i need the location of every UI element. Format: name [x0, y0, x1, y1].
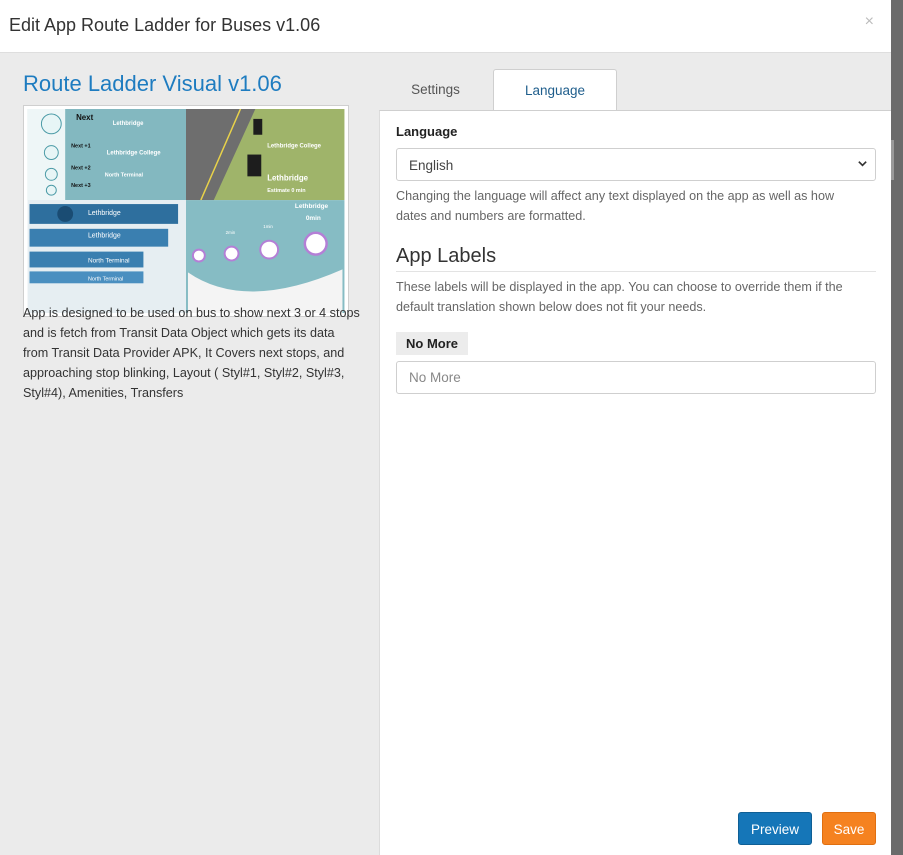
preview-list-stop-c: North Terminal [87, 257, 130, 265]
preview-label-next2: Next +2 [71, 165, 91, 172]
scrollbar-thumb[interactable] [891, 140, 894, 180]
language-select-value: English [409, 158, 454, 173]
chevron-down-icon [857, 158, 868, 169]
app-preview-image [23, 105, 349, 317]
language-panel [379, 110, 891, 855]
preview-label-next: Next [76, 112, 94, 122]
preview-estimate: Estimate 0 min [267, 188, 306, 195]
tab-settings[interactable]: Settings [411, 82, 460, 97]
preview-stop-b: Lethbridge College [106, 150, 161, 157]
close-icon[interactable]: × [864, 13, 874, 30]
preview-stop-c: North Terminal [104, 172, 144, 179]
preview-min-0: 0min [305, 214, 321, 222]
save-button[interactable]: Save [822, 812, 876, 845]
preview-stop-a: Lethbridge [112, 120, 144, 127]
modal-title: Edit App Route Ladder for Buses v1.06 [9, 15, 321, 35]
no-more-label: No More [396, 332, 468, 355]
preview-min-2: 2min [225, 229, 236, 235]
no-more-input[interactable] [396, 361, 876, 394]
language-help-text: Changing the language will affect any text displayed on the app as well as how dates and numbers are formatted. [396, 189, 835, 223]
app-title: Route Ladder Visual v1.06 [23, 71, 282, 96]
preview-label-next3: Next +3 [71, 183, 91, 190]
language-label: Language [396, 124, 458, 139]
tab-language[interactable]: Language [493, 69, 617, 112]
preview-list-stop-a: Lethbridge [87, 209, 121, 217]
preview-list-stop-c2: North Terminal [87, 276, 124, 283]
modal-header [0, 0, 891, 53]
app-info-panel [0, 54, 379, 855]
app-description: App is designed to be used on bus to show next 3 or 4 stops and is fetch from Transit Data Object which gets its data from Transit Data Provider APK, It Covers next stops, and approaching stop blinking, Layout ( Styl#1, Styl#2, Styl#3, Styl#4), Amenities, Transfers [23, 306, 360, 400]
app-labels-help-text: These labels will be displayed in the app. You can choose to override them if the default translation shown below does not fit your needs. [396, 280, 843, 314]
preview-list-stop-a2: Lethbridge [87, 232, 121, 240]
preview-button[interactable]: Preview [738, 812, 812, 845]
page-scrollbar[interactable] [891, 0, 903, 855]
preview-road-stop-a: Lethbridge [267, 173, 309, 183]
preview-road-stop-b: Lethbridge College [267, 143, 321, 150]
preview-pin-stop-a: Lethbridge [294, 203, 329, 211]
preview-label-next1: Next +1 [71, 143, 91, 150]
preview-min-1: 1min [263, 223, 273, 229]
app-preview-graphic [27, 109, 345, 313]
app-labels-heading: App Labels [396, 245, 876, 272]
language-select[interactable] [396, 148, 876, 181]
